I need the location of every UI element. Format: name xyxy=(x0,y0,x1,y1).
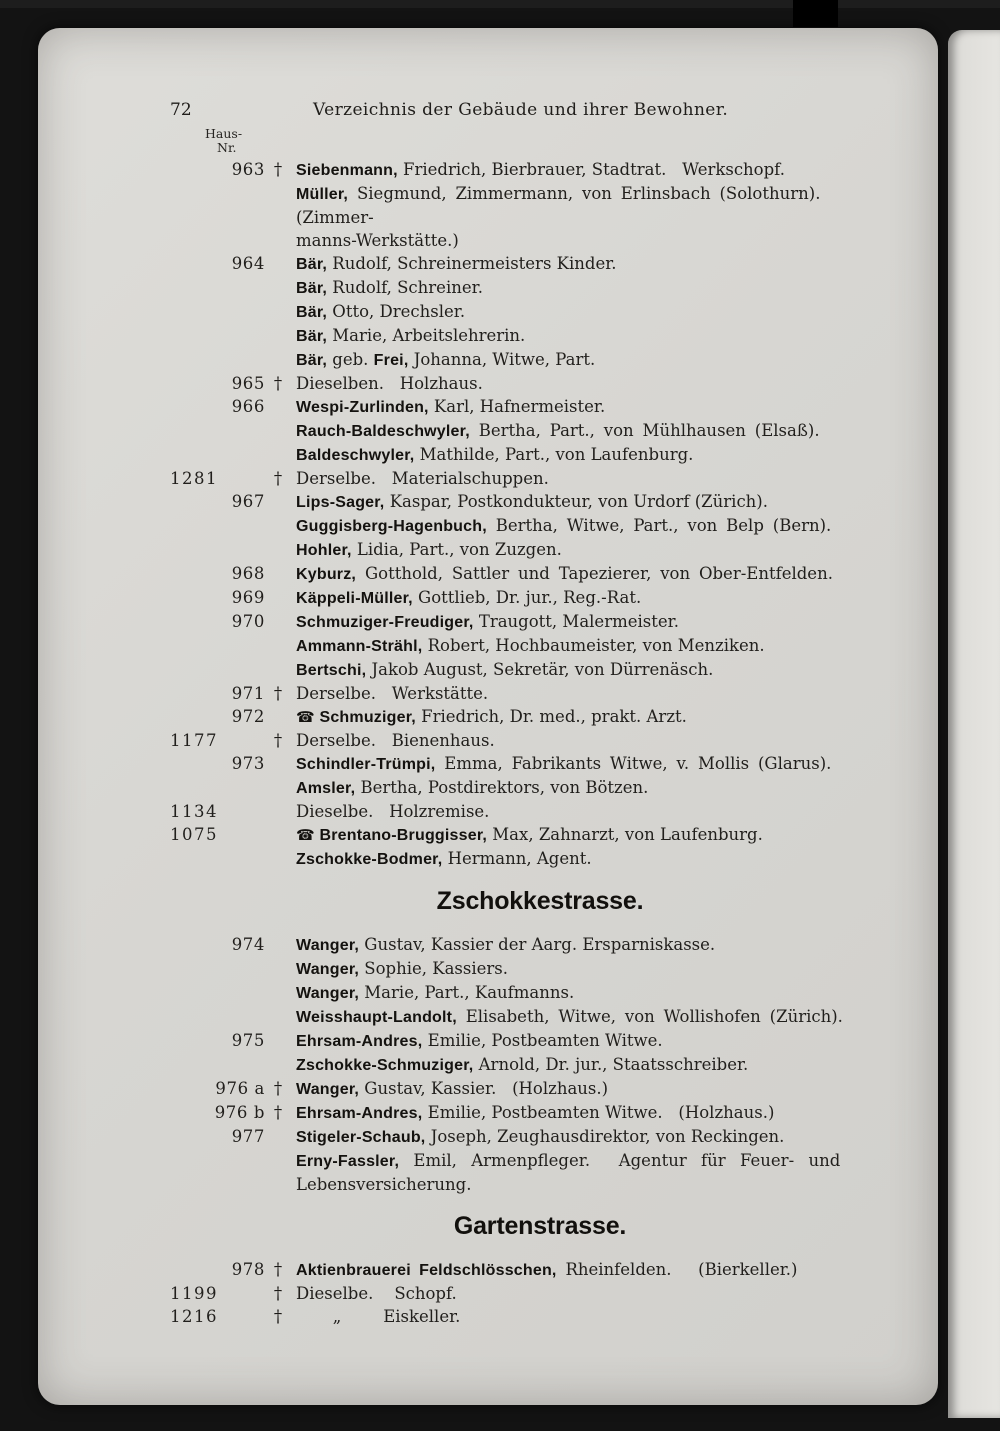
house-number: 969 xyxy=(231,588,265,607)
entry-text xyxy=(291,276,938,300)
directory-entry xyxy=(38,1258,938,1282)
entry-detail: Friedrich, Bierbrauer, Stadtrat. Werkschopf. xyxy=(397,160,785,179)
dagger-mark xyxy=(265,586,291,610)
directory-entry xyxy=(38,776,938,800)
dagger-mark xyxy=(265,823,291,847)
dagger-mark xyxy=(265,538,291,562)
entry-detail: Elisabeth, Witwe, von Wollishofen (Zürich). xyxy=(456,1007,843,1026)
resident-name: Wespi-Zurlinden, xyxy=(296,399,429,416)
entry-detail: Gustav, Kassier der Aarg. Ersparniskasse. xyxy=(359,935,716,954)
house-number xyxy=(170,957,265,981)
house-number: 965 xyxy=(231,374,265,393)
book-page xyxy=(38,28,938,1405)
entry-detail: Emil, Armenpfleger. Agentur für Feuer- und xyxy=(399,1151,841,1170)
house-number xyxy=(170,776,265,800)
dagger-mark: † xyxy=(273,160,283,179)
directory-entry xyxy=(38,1053,938,1077)
entry-detail: Joseph, Zeughausdirektor, von Reckingen. xyxy=(425,1127,785,1146)
resident-name: Siebenmann, xyxy=(296,162,398,179)
entry-detail: Bertha, Witwe, Part., von Belp (Bern). xyxy=(486,516,832,535)
entry-text xyxy=(291,538,938,562)
directory-entry xyxy=(38,443,938,467)
entry-text xyxy=(291,800,938,823)
entry-text xyxy=(291,610,938,634)
entry-detail: Gustav, Kassier. (Holzhaus.) xyxy=(359,1079,609,1098)
directory-entry xyxy=(38,419,938,443)
entry-text xyxy=(291,419,938,443)
entry-detail: Max, Zahnarzt, von Laufenburg. xyxy=(487,825,763,844)
dagger-mark xyxy=(265,395,291,419)
entry-detail: geb. xyxy=(327,350,374,369)
dagger-mark: † xyxy=(273,684,283,703)
entry-detail: Otto, Drechsler. xyxy=(327,302,466,321)
dagger-mark: † xyxy=(273,1260,283,1279)
directory-entry xyxy=(38,348,938,372)
house-number xyxy=(170,658,265,682)
dagger-mark xyxy=(265,419,291,443)
directory-entry xyxy=(38,252,938,276)
directory-entry xyxy=(38,1149,938,1173)
entry-text xyxy=(291,372,938,395)
entry-text xyxy=(291,682,938,705)
directory-entry xyxy=(38,1101,938,1125)
house-number: 968 xyxy=(231,564,265,583)
entry-text xyxy=(291,252,938,276)
dagger-mark xyxy=(265,490,291,514)
resident-name: Bär, xyxy=(296,352,328,369)
entry-detail: Gottlieb, Dr. jur., Reg.-Rat. xyxy=(412,588,642,607)
entry-detail: Lidia, Part., von Zuzgen. xyxy=(351,540,562,559)
entry-text xyxy=(291,1101,938,1125)
entry-detail: Emilie, Postbeamten Witwe. xyxy=(422,1031,663,1050)
directory-entry xyxy=(38,467,938,490)
entry-text xyxy=(291,1029,938,1053)
house-number: 975 xyxy=(231,1031,265,1050)
resident-name: Weisshaupt-Landolt, xyxy=(296,1009,457,1026)
dagger-mark: † xyxy=(273,1284,283,1303)
house-number: 1075 xyxy=(170,825,218,844)
house-number: 964 xyxy=(231,254,265,273)
entry-detail: Derselbe. Materialschuppen. xyxy=(296,469,549,488)
house-number: 976 a xyxy=(215,1079,265,1098)
entry-detail: „ Eiskeller. xyxy=(296,1307,461,1326)
directory-entry xyxy=(38,562,938,586)
dagger-mark xyxy=(265,981,291,1005)
dagger-mark xyxy=(265,957,291,981)
entry-detail: Hermann, Agent. xyxy=(442,849,592,868)
resident-name: Wanger, xyxy=(296,961,360,978)
house-number: 972 xyxy=(231,707,265,726)
resident-name: Wanger, xyxy=(296,1081,360,1098)
resident-name: Amsler, xyxy=(296,780,356,797)
entry-detail: Rudolf, Schreiner. xyxy=(327,278,483,297)
col-label-line2: Nr. xyxy=(217,140,237,155)
dagger-mark xyxy=(265,324,291,348)
entry-detail: Gotthold, Sattler und Tapezierer, von Ober-Entfelden. xyxy=(356,564,833,583)
entry-detail: Dieselbe. Schopf. xyxy=(296,1284,457,1303)
house-number xyxy=(170,300,265,324)
entry-text xyxy=(291,443,938,467)
house-number xyxy=(170,182,265,229)
entry-text xyxy=(291,514,938,538)
house-number xyxy=(170,229,265,252)
resident-name: Wanger, xyxy=(296,937,360,954)
dagger-mark xyxy=(265,300,291,324)
directory-entry xyxy=(38,276,938,300)
resident-name: Erny-Fassler, xyxy=(296,1153,400,1170)
directory-entry xyxy=(38,300,938,324)
entry-text xyxy=(291,705,938,729)
entry-detail: manns-Werkstätte.) xyxy=(296,231,459,250)
entry-text xyxy=(291,933,938,957)
house-number xyxy=(170,324,265,348)
entry-detail: Johanna, Witwe, Part. xyxy=(408,350,596,369)
directory-entry xyxy=(38,1282,938,1305)
house-number: 976 b xyxy=(214,1103,265,1122)
entry-text xyxy=(291,847,938,871)
entry-detail: Bertha, Part., von Mühlhausen (Elsaß). xyxy=(469,421,820,440)
house-number xyxy=(170,514,265,538)
entry-text xyxy=(291,752,938,776)
dagger-mark xyxy=(265,933,291,957)
resident-name: Müller, xyxy=(296,186,349,203)
resident-name: Aktienbrauerei Feldschlösschen, xyxy=(296,1262,557,1279)
entry-text xyxy=(291,467,938,490)
dagger-mark xyxy=(265,1029,291,1053)
entry-text xyxy=(291,1258,938,1282)
house-number: 967 xyxy=(231,492,265,511)
directory-entry xyxy=(38,1077,938,1101)
entry-text xyxy=(291,490,938,514)
directory-entry xyxy=(38,229,938,252)
resident-name: Lips-Sager, xyxy=(296,494,385,511)
entry-text xyxy=(291,729,938,752)
entry-detail: Traugott, Malermeister. xyxy=(473,612,679,631)
entry-text xyxy=(291,957,938,981)
directory-entry xyxy=(38,1029,938,1053)
dagger-mark xyxy=(265,776,291,800)
scanner-edge xyxy=(0,0,1000,8)
entry-detail: Kaspar, Postkondukteur, von Urdorf (Zürich). xyxy=(384,492,768,511)
entry-text xyxy=(291,1149,938,1173)
dagger-mark xyxy=(265,182,291,229)
resident-name: Frei, xyxy=(373,352,409,369)
house-number xyxy=(170,1053,265,1077)
entry-text xyxy=(291,776,938,800)
entry-text xyxy=(291,586,938,610)
entry-detail: Mathilde, Part., von Laufenburg. xyxy=(414,445,694,464)
dagger-mark xyxy=(265,847,291,871)
resident-name: Bertschi, xyxy=(296,662,367,679)
directory-entry xyxy=(38,1125,938,1149)
house-number xyxy=(170,634,265,658)
entry-detail: Jakob August, Sekretär, von Dürrenäsch. xyxy=(366,660,714,679)
directory-entry xyxy=(38,182,938,229)
entry-text xyxy=(291,1173,938,1196)
dagger-mark: † xyxy=(273,1103,283,1122)
dagger-mark xyxy=(265,443,291,467)
house-number: 977 xyxy=(231,1127,265,1146)
house-number xyxy=(170,1149,265,1173)
directory-entry xyxy=(38,981,938,1005)
resident-name: Schindler-Trümpi, xyxy=(296,756,436,773)
resident-name: Ammann-Strähl, xyxy=(296,638,423,655)
entry-text xyxy=(291,1053,938,1077)
dagger-mark xyxy=(265,562,291,586)
entry-detail: Karl, Hafnermeister. xyxy=(428,397,606,416)
resident-name: Kyburz, xyxy=(296,566,357,583)
dagger-mark xyxy=(265,348,291,372)
directory-entry xyxy=(38,514,938,538)
dagger-mark: † xyxy=(273,374,283,393)
house-number xyxy=(170,348,265,372)
directory-entry xyxy=(38,1305,938,1328)
resident-name: Schmuziger, xyxy=(319,709,416,726)
directory-entry xyxy=(38,847,938,871)
house-number: 966 xyxy=(231,397,265,416)
entry-detail: Sophie, Kassiers. xyxy=(359,959,508,978)
entry-text xyxy=(291,562,938,586)
adjacent-page-edge xyxy=(948,30,1000,1418)
resident-name: Zschokke-Schmuziger, xyxy=(296,1057,474,1074)
entry-detail: Bertha, Postdirektors, von Bötzen. xyxy=(355,778,649,797)
resident-name: Bär, xyxy=(296,328,328,345)
house-number xyxy=(170,419,265,443)
house-number-column-label xyxy=(205,127,242,155)
directory-entry xyxy=(38,1173,938,1196)
entry-list xyxy=(38,158,938,1328)
street-heading xyxy=(38,887,938,916)
directory-entry xyxy=(38,158,938,182)
entry-text xyxy=(291,300,938,324)
house-number: 963 xyxy=(231,160,265,179)
entry-detail: Dieselbe. Holzremise. xyxy=(296,802,490,821)
house-number: 970 xyxy=(231,612,265,631)
entry-detail: Rudolf, Schreinermeisters Kinder. xyxy=(327,254,617,273)
resident-name: Baldeschwyler, xyxy=(296,447,415,464)
house-number: 1216 xyxy=(170,1307,218,1326)
dagger-mark xyxy=(265,752,291,776)
dagger-mark xyxy=(265,1173,291,1196)
directory-entry xyxy=(38,586,938,610)
resident-name: Käppeli-Müller, xyxy=(296,590,413,607)
house-number: 1134 xyxy=(170,802,218,821)
street-heading xyxy=(38,1212,938,1241)
directory-entry xyxy=(38,933,938,957)
dagger-mark xyxy=(265,1125,291,1149)
resident-name: Bär, xyxy=(296,280,328,297)
resident-name: Ehrsam-Andres, xyxy=(296,1033,423,1050)
dagger-mark: † xyxy=(273,1307,283,1326)
house-number: 971 xyxy=(231,684,265,703)
house-number: 1177 xyxy=(170,731,218,750)
house-number xyxy=(170,1173,265,1196)
dagger-mark xyxy=(265,800,291,823)
street-heading-text: Gartenstrasse. xyxy=(453,1212,627,1240)
entry-detail: Siegmund, Zimmermann, von Erlinsbach (Solothurn). (Zimmer- xyxy=(296,184,830,227)
entry-detail: Derselbe. Bienenhaus. xyxy=(296,731,495,750)
entry-text xyxy=(291,229,938,252)
entry-detail: Emilie, Postbeamten Witwe. (Holzhaus.) xyxy=(422,1103,775,1122)
directory-entry xyxy=(38,634,938,658)
directory-entry xyxy=(38,957,938,981)
dagger-mark xyxy=(265,1053,291,1077)
entry-detail: Emma, Fabrikants Witwe, v. Mollis (Glarus). xyxy=(435,754,832,773)
entry-text xyxy=(291,324,938,348)
directory-entry xyxy=(38,324,938,348)
telephone-icon: ☎ xyxy=(296,826,320,844)
page-number: 72 xyxy=(170,100,192,120)
entry-detail: Lebensversicherung. xyxy=(296,1175,472,1194)
scanner-notch xyxy=(793,0,838,27)
resident-name: Schmuziger-Freudiger, xyxy=(296,614,474,631)
dagger-mark xyxy=(265,276,291,300)
dagger-mark xyxy=(265,252,291,276)
telephone-icon: ☎ xyxy=(296,708,320,726)
entry-detail: Arnold, Dr. jur., Staatsschreiber. xyxy=(473,1055,749,1074)
house-number: 974 xyxy=(231,935,265,954)
house-number: 973 xyxy=(231,754,265,773)
directory-entry xyxy=(38,1005,938,1029)
dagger-mark: † xyxy=(273,1079,283,1098)
entry-detail: Rheinfelden. (Bierkeller.) xyxy=(556,1260,798,1279)
directory-entry xyxy=(38,658,938,682)
directory-entry xyxy=(38,729,938,752)
dagger-mark xyxy=(265,705,291,729)
house-number xyxy=(170,443,265,467)
resident-name: Zschokke-Bodmer, xyxy=(296,851,443,868)
col-label-line1: Haus- xyxy=(205,126,243,141)
directory-entry xyxy=(38,752,938,776)
resident-name: Bär, xyxy=(296,256,328,273)
dagger-mark: † xyxy=(273,731,283,750)
resident-name: Ehrsam-Andres, xyxy=(296,1105,423,1122)
entry-text xyxy=(291,658,938,682)
entry-detail: Dieselben. Holzhaus. xyxy=(296,374,483,393)
resident-name: Rauch-Baldeschwyler, xyxy=(296,423,470,440)
dagger-mark xyxy=(265,610,291,634)
directory-entry xyxy=(38,395,938,419)
dagger-mark xyxy=(265,1149,291,1173)
house-number: 1199 xyxy=(170,1284,218,1303)
page-header xyxy=(38,100,938,124)
entry-text xyxy=(291,158,938,182)
directory-entry xyxy=(38,823,938,847)
directory-entry xyxy=(38,372,938,395)
entry-detail: Friedrich, Dr. med., prakt. Arzt. xyxy=(415,707,687,726)
entry-text xyxy=(291,1077,938,1101)
entry-detail: Marie, Part., Kaufmanns. xyxy=(359,983,575,1002)
entry-text xyxy=(291,348,938,372)
entry-text xyxy=(291,981,938,1005)
resident-name: Bär, xyxy=(296,304,328,321)
entry-text xyxy=(291,395,938,419)
street-heading-text: Zschokkestrasse. xyxy=(436,887,644,915)
house-number: 978 xyxy=(231,1260,265,1279)
dagger-mark xyxy=(265,658,291,682)
directory-entry xyxy=(38,705,938,729)
entry-text xyxy=(291,1305,938,1328)
dagger-mark xyxy=(265,514,291,538)
house-number: 1281 xyxy=(170,469,218,488)
page-title: Verzeichnis der Gebäude und ihrer Bewohner. xyxy=(313,100,729,120)
dagger-mark xyxy=(265,1005,291,1029)
resident-name: Wanger, xyxy=(296,985,360,1002)
house-number xyxy=(170,538,265,562)
directory-entry xyxy=(38,490,938,514)
house-number xyxy=(170,847,265,871)
entry-text xyxy=(291,182,938,229)
dagger-mark xyxy=(265,229,291,252)
directory-entry xyxy=(38,800,938,823)
resident-name: Stigeler-Schaub, xyxy=(296,1129,426,1146)
resident-name: Brentano-Bruggisser, xyxy=(319,827,488,844)
directory-entry xyxy=(38,538,938,562)
directory-entry xyxy=(38,682,938,705)
resident-name: Hohler, xyxy=(296,542,352,559)
entry-detail: Marie, Arbeitslehrerin. xyxy=(327,326,526,345)
entry-text xyxy=(291,1125,938,1149)
entry-text xyxy=(291,823,938,847)
dagger-mark: † xyxy=(273,469,283,488)
entry-text xyxy=(291,634,938,658)
house-number xyxy=(170,276,265,300)
house-number xyxy=(170,1005,265,1029)
dagger-mark xyxy=(265,634,291,658)
house-number xyxy=(170,981,265,1005)
entry-detail: Robert, Hochbaumeister, von Menziken. xyxy=(422,636,765,655)
entry-text xyxy=(291,1005,938,1029)
directory-entry xyxy=(38,610,938,634)
resident-name: Guggisberg-Hagenbuch, xyxy=(296,518,487,535)
entry-detail: Derselbe. Werkstätte. xyxy=(296,684,489,703)
entry-text xyxy=(291,1282,938,1305)
